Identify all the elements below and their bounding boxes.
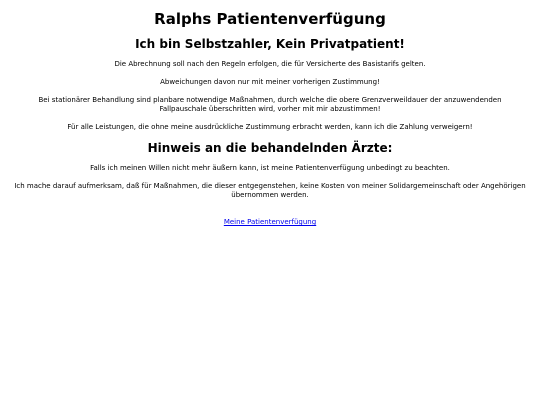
- paragraph-kosten: Ich mache darauf aufmerksam, daß für Maßnahmen, die dieser entgegenstehen, keine Kosten von meiner Solidargemeinschaft oder Angehörigen übernommen werden.: [14, 182, 526, 199]
- patientenverfuegung-link[interactable]: Meine Patientenverfügung: [223, 218, 317, 226]
- paragraph-abweichungen: Abweichungen davon nur mit meiner vorherigen Zustimmung!: [160, 78, 380, 86]
- paragraph-stationaer: Bei stationärer Behandlung sind planbare notwendige Maßnahmen, durch welche die obere Grenzverweildauer der anzuwendenden Fallpauschale überschritten wird, vorher mit mir abzustimmen!: [38, 96, 502, 113]
- paragraph-zahlung: Für alle Leistungen, die ohne meine ausdrückliche Zustimmung erbracht werden, kann ich die Zahlung verweigern!: [67, 123, 473, 131]
- paragraph-wille: Falls ich meinen Willen nicht mehr äußern kann, ist meine Patientenverfügung unbedingt zu beachten.: [90, 164, 450, 172]
- section-heading-selbstzahler: Ich bin Selbstzahler, Kein Privatpatient!: [135, 37, 405, 51]
- section-heading-hinweis: Hinweis an die behandelnden Ärzte:: [147, 141, 393, 155]
- paragraph-abrechnung: Die Abrechnung soll nach den Regeln erfolgen, die für Versicherte des Basistarifs gelten.: [114, 60, 426, 68]
- page-title: Ralphs Patientenverfügung: [154, 10, 386, 28]
